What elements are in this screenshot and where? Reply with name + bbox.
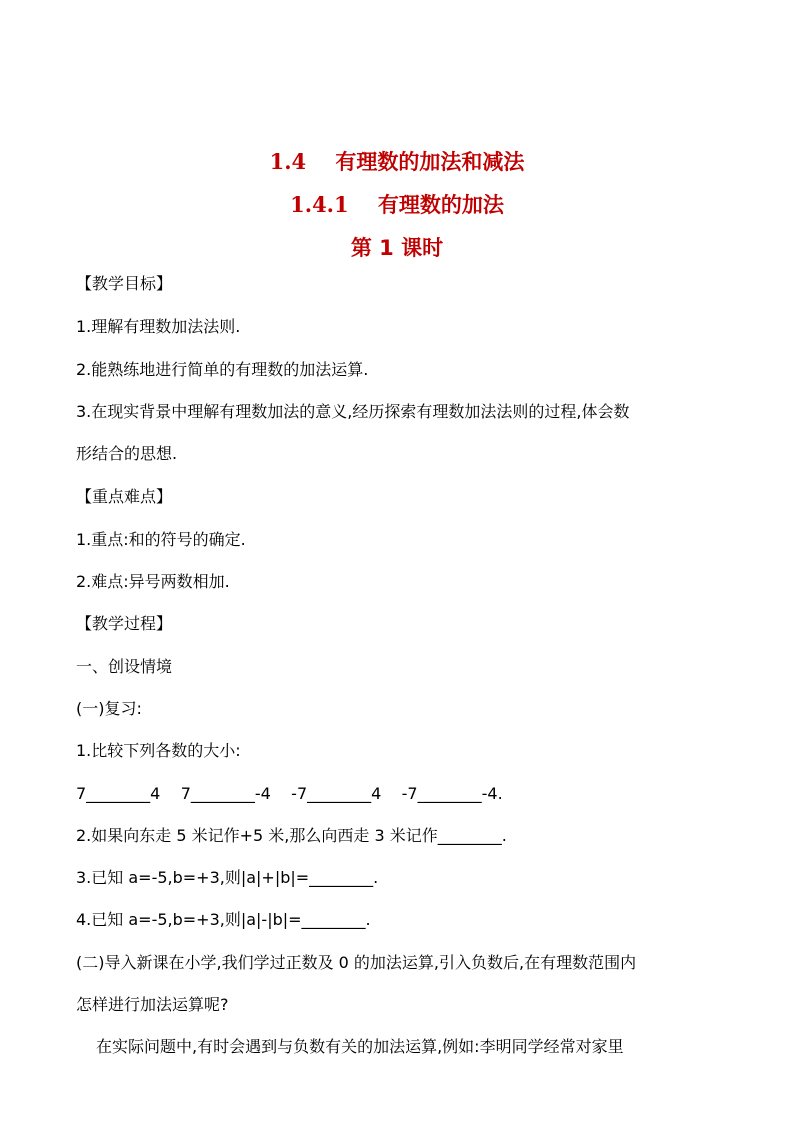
key-point-2: 2.难点:异号两数相加.	[76, 572, 230, 591]
question-1: 1.比较下列各数的大小:	[76, 741, 241, 760]
goal-3-line-1: 3.在现实背景中理解有理数加法的意义,经历探索有理数加法法则的过程,体会数	[76, 402, 630, 421]
question-1-items: 7________4 7________-4 -7________4 -7________-4.	[76, 784, 503, 803]
chapter-name: 有理数的加法和减法	[335, 150, 525, 174]
chapter-title	[0, 146, 794, 176]
section-name: 有理数的加法	[377, 193, 504, 217]
key-point-1: 1.重点:和的符号的确定.	[76, 530, 246, 549]
chapter-number: 1.4	[269, 149, 307, 174]
goal-2: 2.能熟练地进行简单的有理数的加法运算.	[76, 360, 369, 379]
intro-line-1: (二)导入新课在小学,我们学过正数及 0 的加法运算,引入负数后,在有理数范围内	[76, 953, 637, 972]
section-number: 1.4.1	[290, 192, 349, 217]
process-heading: 【教学过程】	[76, 614, 173, 633]
question-3: 3.已知 a=-5,b=+3,则|a|+|b|=________.	[76, 868, 379, 887]
key-points-heading: 【重点难点】	[76, 487, 173, 506]
paragraph-line: 在实际问题中,有时会遇到与负数有关的加法运算,例如:李明同学经常对家里	[96, 1037, 624, 1056]
review-heading: (一)复习:	[76, 699, 142, 718]
intro-line-2: 怎样进行加法运算呢?	[76, 995, 229, 1014]
goal-1: 1.理解有理数加法法则.	[76, 317, 241, 336]
lesson-title: 第 1 课时	[350, 236, 444, 260]
question-4: 4.已知 a=-5,b=+3,则|a|-|b|=________.	[76, 910, 371, 929]
goal-3-line-2: 形结合的思想.	[76, 444, 178, 463]
goals-heading: 【教学目标】	[76, 274, 173, 293]
part-1-heading: 一、创设情境	[76, 657, 173, 676]
section-title	[0, 189, 794, 219]
question-2: 2.如果向东走 5 米记作+5 米,那么向西走 3 米记作________.	[76, 826, 507, 845]
